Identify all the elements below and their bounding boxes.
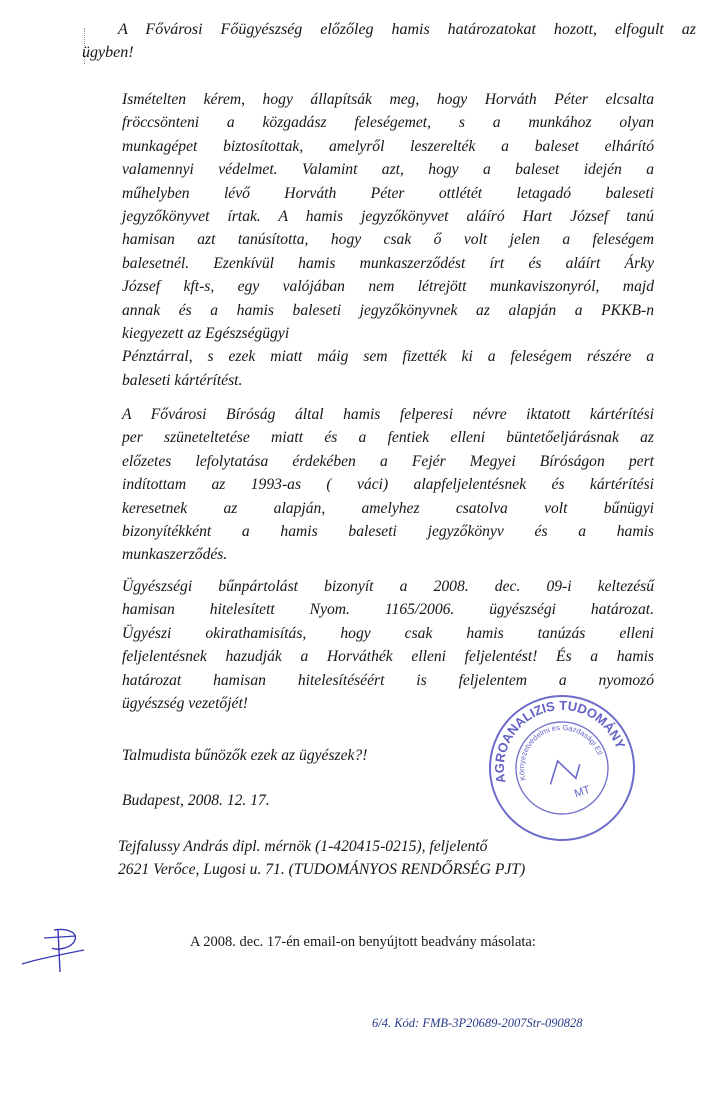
question-line (122, 744, 522, 767)
round-stamp (482, 688, 642, 848)
p1-line-8: balesetnél. Ezenkívül hamis munkaszerződést írt és aláírt Árky (122, 254, 654, 272)
p2-line-3: előzetes lefolytatása érdekében a Fejér Megyei Bíróságon pert (122, 452, 654, 470)
p2-line-5: keresetnek az alapján, amelyhez csatolva volt bűnügyi (122, 499, 654, 517)
page-code: 6/4. Kód: FMB-3P20689-2007Str-090828 (372, 1016, 583, 1030)
footer-note: A 2008. dec. 17-én email-on benyújtott beadvány másolata: (190, 934, 536, 950)
p1-line-9: József kft-s, egy valójában nem létrejött munkaviszonyról, majd (122, 278, 654, 296)
p1-line-10: annak és a hamis baleseti jegyzőkönyvnek az alapján a PKKB-n (122, 301, 654, 319)
stamp-outer-text: AGROANALIZIS TUDOMÁNYOS (491, 697, 629, 785)
stamp-emblem (544, 755, 583, 786)
p1-line-7: hamisan azt tanúsította, hogy csak ő volt jelen a feleségem (122, 231, 654, 249)
p3-line-6: ügyészség vezetőjét! (122, 695, 248, 713)
intro-line-2: ügyben! (82, 44, 134, 62)
p2-line-4: indítottam az 1993-as ( váci) alapfeljelentésnek és kártérítési (122, 476, 654, 494)
p1-line-4: valamennyi védelmet. Valamint azt, hogy a baleset idején a (122, 161, 654, 179)
p3-line-4: feljelentésnek hazudják a Horváthék elleni feljelentést! És a hamis (122, 648, 654, 666)
p1-line-2: fröccsönteni a közgadász feleségemet, s a munkához olyan (122, 114, 654, 132)
stamp-center-text: MT (572, 783, 592, 801)
place-date (122, 789, 422, 812)
signature-line-2: 2621 Verőce, Lugosi u. 71. (TUDOMÁNYOS RENDŐRSÉG PJT) (118, 861, 526, 879)
p2-line-6: bizonyítékként a hamis baleseti jegyzőkönyv és a hamis (122, 523, 654, 541)
stamp-inner-text: Környezetvédelmi és Gazdasági Ellenőrző (516, 722, 605, 782)
p3-line-3: Ügyészi okirathamisítás, hogy csak hamis tanúzás elleni (122, 624, 654, 642)
p1-line-5: műhelyben lévő Horváth Péter ottlétét letagadó baleseti (122, 184, 654, 202)
p3-line-5: határozat hamisan hitelesítéséért is feljelentem a nyomozó (122, 671, 654, 689)
handwritten-signature-mark (14, 920, 94, 980)
body-paragraph-2 (122, 403, 654, 567)
body-paragraph-1 (122, 88, 654, 392)
question-text: Talmudista bűnözők ezek az ügyészek?! (122, 747, 368, 764)
p1-line-1: Ismételten kérem, hogy állapítsák meg, hogy Horváth Péter elcsalta (122, 91, 654, 108)
intro-line-1: A Fővárosi Főügyészség előzőleg hamis határozatokat hozott, elfogult az (118, 21, 696, 38)
p2-line-2: per szüneteltetése miatt és a fentiek elleni büntetőeljárásnak az (122, 429, 654, 447)
place-date-text: Budapest, 2008. 12. 17. (122, 792, 270, 809)
p1-line-11: kiegyezett az Egészségügyi (122, 325, 290, 343)
intro-paragraph (82, 18, 696, 65)
p3-line-1: Ügyészségi bűnpártolást bizonyít a 2008. dec. 09-i keltezésű (122, 578, 654, 595)
p1-line-13: baleseti kártérítést. (122, 371, 243, 389)
p1-line-3: munkagépet biztosítottak, amelyről leszerelték a baleset elhárító (122, 137, 654, 155)
p2-line-1: A Fővárosi Bíróság által hamis felperesi névre iktatott kártérítési (122, 406, 654, 423)
p1-line-12: Pénztárral, s ezek miatt máig sem fizették ki a feleségem részére a (122, 348, 654, 366)
p1-line-6: jegyzőkönyvet írtak. A hamis jegyzőkönyvet aláíró Hart József tanú (122, 208, 654, 226)
signature-line-1: Tejfalussy András dipl. mérnök (1-420415-0215), feljelentő (118, 838, 488, 855)
p3-line-2: hamisan hitelesített Nyom. 1165/2006. ügyészségi határozat. (122, 601, 654, 619)
p2-line-7: munkaszerződés. (122, 546, 228, 564)
